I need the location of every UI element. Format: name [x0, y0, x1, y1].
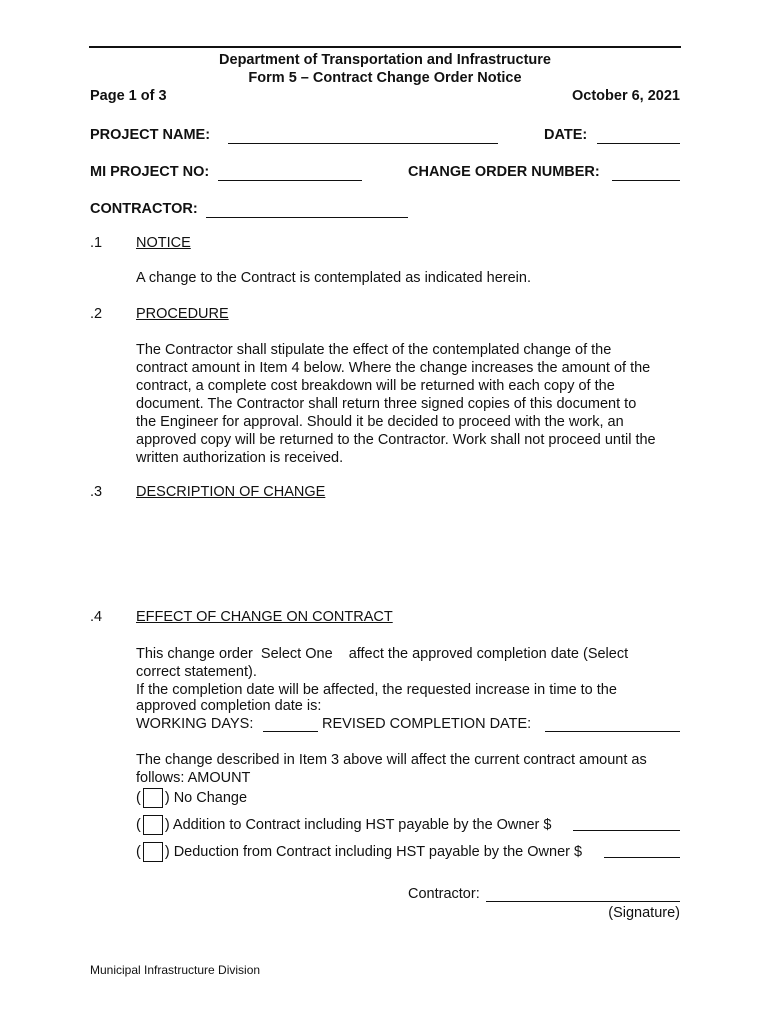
section-1-title: NOTICE — [136, 235, 191, 251]
section-2-number: .2 — [90, 306, 103, 322]
section-4-number: .4 — [90, 609, 103, 625]
section-3-number: .3 — [90, 484, 103, 500]
date-field[interactable] — [597, 129, 680, 144]
addition-amount-field[interactable] — [573, 816, 680, 831]
procedure-line: contract, a complete cost breakdown will be returned with each copy of the — [136, 378, 615, 394]
project-name-label: PROJECT NAME: — [90, 127, 211, 143]
addition-label: ) Addition to Contract including HST payable by the Owner $ — [164, 817, 552, 833]
contractor-field[interactable] — [206, 203, 408, 218]
header-rule — [89, 46, 681, 48]
deduction-checkbox[interactable] — [143, 842, 163, 862]
contractor-label: CONTRACTOR: — [90, 201, 198, 217]
correct-statement-text: correct statement). — [136, 664, 257, 680]
change-order-text: This change order — [136, 646, 253, 662]
approved-completion-text: approved completion date is: — [136, 698, 322, 714]
page-number: Page 1 of 3 — [90, 88, 167, 104]
revised-completion-label: REVISED COMPLETION DATE: — [322, 716, 532, 732]
working-days-field[interactable] — [263, 717, 318, 732]
department-title: Department of Transportation and Infrastructure — [219, 52, 551, 68]
procedure-line: The Contractor shall stipulate the effect of the contemplated change of the — [136, 342, 612, 358]
mi-project-no-label: MI PROJECT NO: — [90, 164, 210, 180]
change-order-number-field[interactable] — [612, 166, 680, 181]
no-change-label: ) No Change — [164, 790, 248, 806]
working-days-label: WORKING DAYS: — [136, 716, 254, 732]
completion-date-text: If the completion date will be affected, the requested increase in time to the — [136, 682, 617, 698]
procedure-line: the Engineer for approval. Should it be decided to proceed with the work, an — [136, 414, 624, 430]
project-name-field[interactable] — [228, 129, 498, 144]
section-1-number: .1 — [90, 235, 103, 251]
section-4-title: EFFECT OF CHANGE ON CONTRACT — [136, 609, 393, 625]
no-change-checkbox[interactable] — [143, 788, 163, 808]
form-title: Form 5 – Contract Change Order Notice — [248, 70, 522, 86]
description-of-change-area[interactable] — [136, 506, 680, 602]
option-no-change: ( ) No Change — [136, 790, 248, 806]
deduction-amount-field[interactable] — [604, 843, 680, 858]
signature-label: Contractor: — [408, 886, 480, 902]
revised-completion-field[interactable] — [545, 717, 680, 732]
signature-caption: (Signature) — [608, 905, 680, 921]
signature-field[interactable] — [486, 887, 680, 902]
procedure-line: contract amount in Item 4 below. Where the change increases the amount of the — [136, 360, 651, 376]
affect-text: affect the approved completion date (Select — [348, 646, 629, 662]
header-date: October 6, 2021 — [572, 88, 680, 104]
amount-follows-text: follows: AMOUNT — [136, 770, 251, 786]
addition-checkbox[interactable] — [143, 815, 163, 835]
select-one-dropdown[interactable]: Select One — [260, 646, 333, 662]
option-deduction: ( ) Deduction from Contract including HST payable by the Owner $ — [136, 844, 583, 860]
procedure-line: approved copy will be returned to the Contractor. Work shall not proceed until the — [136, 432, 656, 448]
section-3-title: DESCRIPTION OF CHANGE — [136, 484, 326, 500]
change-order-number-label: CHANGE ORDER NUMBER: — [408, 164, 600, 180]
mi-project-no-field[interactable] — [218, 166, 362, 181]
section-1-text: A change to the Contract is contemplated as indicated herein. — [136, 270, 531, 286]
footer-division: Municipal Infrastructure Division — [90, 963, 261, 977]
option-addition: ( ) Addition to Contract including HST payable by the Owner $ — [136, 817, 552, 833]
procedure-line: document. The Contractor shall return three signed copies of this document to — [136, 396, 637, 412]
amount-text: The change described in Item 3 above will affect the current contract amount as — [136, 752, 647, 768]
section-2-title: PROCEDURE — [136, 306, 229, 322]
deduction-label: ) Deduction from Contract including HST payable by the Owner $ — [164, 844, 583, 860]
change-order-line — [136, 646, 628, 664]
procedure-line: written authorization is received. — [136, 450, 344, 466]
date-label: DATE: — [544, 127, 588, 143]
